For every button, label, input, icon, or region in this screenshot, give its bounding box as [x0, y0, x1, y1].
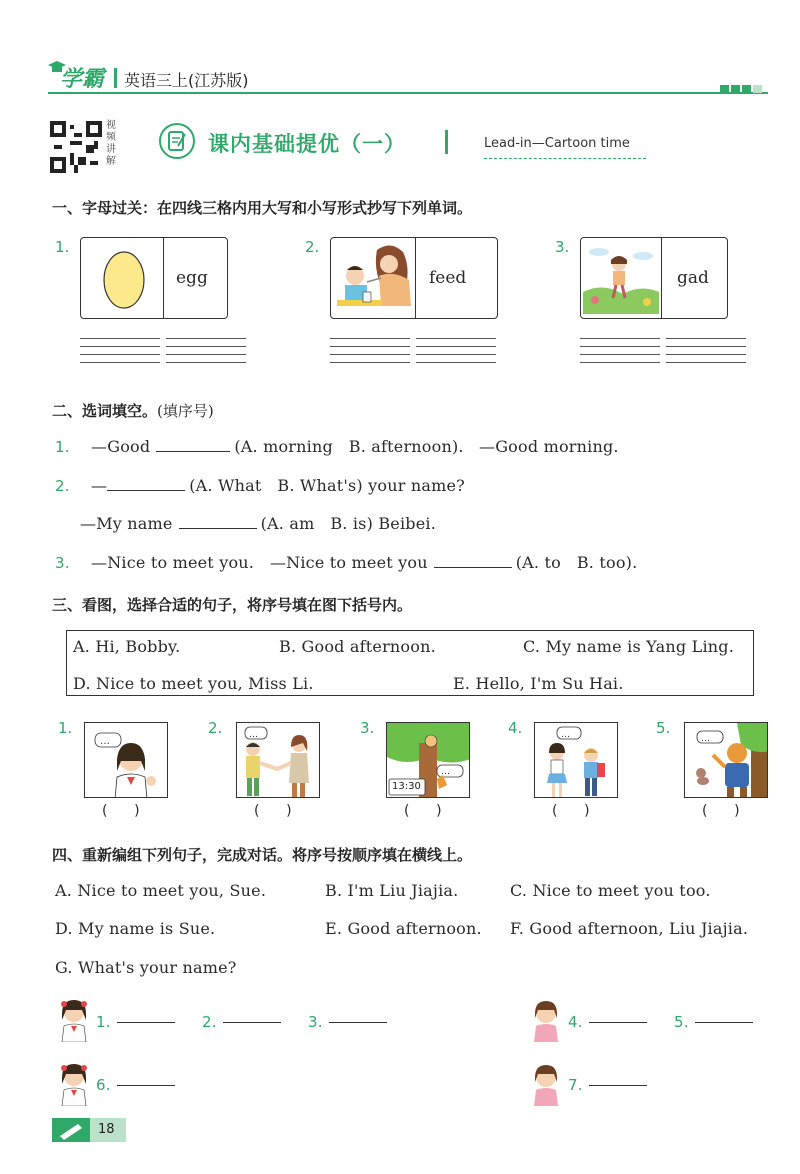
section3-heading: 三、看图，选择合适的句子，将序号填在图下括号内。 [52, 596, 413, 614]
pencil-icon [52, 1118, 90, 1142]
option-4e: E. Good afternoon. [325, 919, 482, 938]
option-a: A. Hi, Bobby. [73, 637, 181, 656]
section2-heading: 二、选词填空。(填序号) [52, 402, 214, 420]
dialogue-slots-row2b: 7. [568, 1075, 647, 1094]
picture-boy-and-girl [534, 722, 618, 798]
banner-subtitle: Lead-in—Cartoon time [484, 136, 630, 151]
qr-code[interactable] [50, 121, 102, 173]
answer-blank[interactable] [223, 1022, 281, 1023]
svg-text:…: … [561, 730, 570, 740]
answer-blank[interactable] [179, 528, 257, 529]
header-logo: 学霸 [60, 67, 105, 92]
svg-text:…: … [249, 730, 258, 740]
girl2-avatar-icon [528, 1062, 564, 1106]
dialogue-slots-row1: 1. 2. 3. [96, 1012, 387, 1031]
option-4b: B. I'm Liu Jiajia. [325, 881, 459, 900]
option-d: D. Nice to meet you, Miss Li. [73, 674, 314, 693]
word-card-feed [330, 237, 498, 319]
banner-separator [445, 130, 448, 154]
picture3-number: 3. [360, 719, 375, 737]
picture1-number: 1. [58, 719, 73, 737]
clock-label: 13:30 [392, 781, 421, 792]
girl-avatar-icon [56, 1062, 92, 1106]
question-2-3: 3. —Nice to meet you. —Nice to meet you (A. to B. too). [55, 553, 638, 572]
word-feed: feed [429, 268, 467, 288]
answer-blank[interactable] [695, 1022, 753, 1023]
picture-handshake [236, 722, 320, 798]
option-b: B. Good afternoon. [279, 637, 436, 656]
answer-blank[interactable] [589, 1085, 647, 1086]
item3-number: 3. [555, 238, 570, 256]
header-separator [114, 68, 117, 88]
answer-blank[interactable] [329, 1022, 387, 1023]
word-card-egg [80, 237, 228, 319]
option-4a: A. Nice to meet you, Sue. [55, 881, 267, 900]
banner [158, 120, 648, 164]
item2-number: 2. [305, 238, 320, 256]
answer-paren[interactable]: ( ) [254, 803, 292, 819]
egg-icon [101, 248, 147, 310]
option-4d: D. My name is Sue. [55, 919, 216, 938]
four-line-grid[interactable] [166, 338, 246, 370]
option-e: E. Hello, I'm Su Hai. [453, 674, 624, 693]
girl2-avatar-icon [528, 998, 564, 1042]
svg-text:…: … [701, 734, 710, 744]
picture-tree-afternoon [386, 722, 470, 798]
notepad-icon [158, 122, 196, 160]
header [48, 58, 768, 96]
header-book-title: 英语三上(江苏版) [124, 71, 249, 90]
banner-dashed-line [484, 158, 646, 159]
four-line-grid[interactable] [580, 338, 660, 370]
word-egg: egg [176, 268, 208, 288]
option-4g: G. What's your name? [55, 958, 237, 977]
four-line-grid[interactable] [80, 338, 160, 370]
section4-heading: 四、重新编组下列句子，完成对话。将序号按顺序填在横线上。 [52, 846, 473, 864]
answer-paren[interactable]: ( ) [702, 803, 740, 819]
options-box [66, 630, 754, 696]
answer-blank[interactable] [589, 1022, 647, 1023]
option-4c: C. Nice to meet you too. [510, 881, 711, 900]
answer-paren[interactable]: ( ) [552, 803, 590, 819]
feeding-icon [333, 240, 413, 316]
walking-girl-icon [583, 242, 659, 314]
four-line-grid[interactable] [416, 338, 496, 370]
answer-blank[interactable] [107, 490, 185, 491]
section1-heading: 一、字母过关：在四线三格内用大写和小写形式抄写下列单词。 [52, 199, 473, 217]
answer-blank[interactable] [117, 1085, 175, 1086]
header-rule [48, 92, 768, 94]
answer-blank[interactable] [434, 567, 512, 568]
girl-avatar-icon [56, 998, 92, 1042]
page-number: 18 [98, 1122, 115, 1137]
banner-title: 课内基础提优（一） [208, 132, 406, 156]
picture2-number: 2. [208, 719, 223, 737]
picture-girl-greeting [84, 722, 168, 798]
option-c: C. My name is Yang Ling. [523, 637, 735, 656]
option-4f: F. Good afternoon, Liu Jiajia. [510, 919, 749, 938]
answer-paren[interactable]: ( ) [404, 803, 442, 819]
question-2-1: 1. —Good (A. morning B. afternoon). —Good morning. [55, 437, 619, 456]
four-line-grid[interactable] [330, 338, 410, 370]
question-2-2a: 2. — (A. What B. What's) your name? [55, 476, 465, 495]
svg-text:…: … [441, 767, 450, 777]
item1-number: 1. [55, 238, 70, 256]
answer-paren[interactable]: ( ) [102, 803, 140, 819]
svg-text:…: … [100, 736, 110, 747]
dialogue-slots-row2: 6. [96, 1075, 175, 1094]
header-dots [720, 78, 768, 86]
word-card-gad [580, 237, 728, 319]
qr-caption: 视频讲解 [106, 120, 116, 167]
picture4-number: 4. [508, 719, 523, 737]
four-line-grid[interactable] [666, 338, 746, 370]
answer-blank[interactable] [156, 451, 230, 452]
picture-bear-waving [684, 722, 768, 798]
word-gad: gad [677, 268, 709, 288]
footer [52, 1118, 126, 1142]
dialogue-slots-row1b: 4. 5. [568, 1012, 753, 1031]
picture5-number: 5. [656, 719, 671, 737]
section2-note: (填序号) [157, 402, 214, 420]
answer-blank[interactable] [117, 1022, 175, 1023]
question-2-2b: —My name (A. am B. is) Beibei. [80, 514, 436, 533]
